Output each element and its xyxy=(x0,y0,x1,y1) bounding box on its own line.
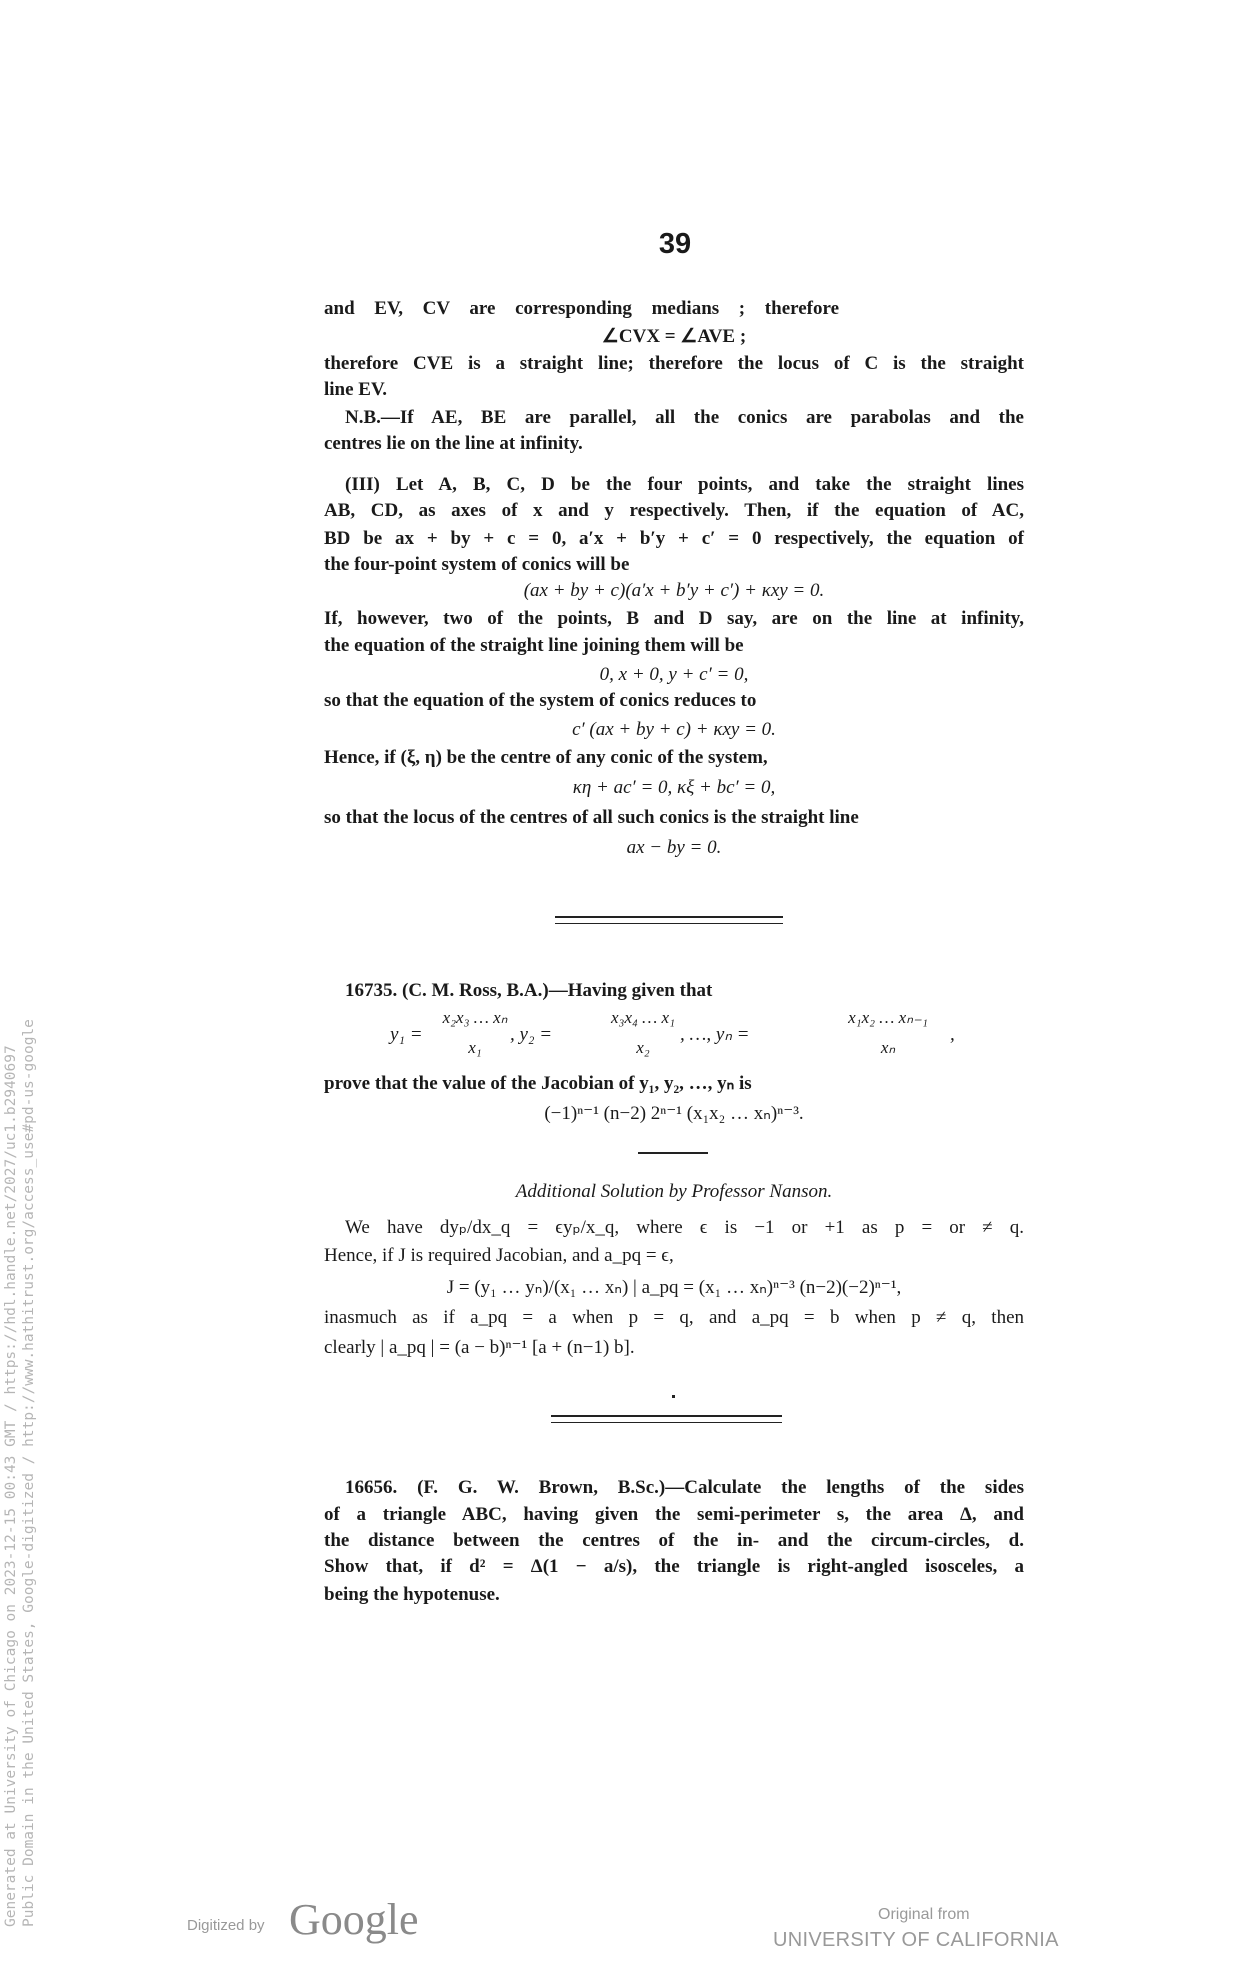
short-rule xyxy=(638,1152,708,1154)
text-line: of a triangle ABC, having given the semi-perimeter s, the area Δ, and xyxy=(324,1504,1024,1525)
text-line: prove that the value of the Jacobian of y₁, y₂, …, yₙ is xyxy=(324,1073,752,1094)
equation: 0, x + 0, y + c′ = 0, xyxy=(599,664,749,685)
denominator: x₁ xyxy=(468,1038,482,1057)
watermark-line: Public Domain in the United States, Google-digitized / http://www.hathitrust.org/access_use#pd-us-google xyxy=(21,1019,37,1927)
text-line: the four-point system of conics will be xyxy=(324,554,630,575)
hathitrust-watermark xyxy=(2,960,38,1927)
equation: κη + ac′ = 0, κξ + bc′ = 0, xyxy=(572,777,776,798)
text-line: BD be ax + by + c = 0, a′x + b′y + c′ = 0 respectively, the equation of xyxy=(324,528,1024,549)
page-number: 39 xyxy=(658,228,692,260)
text-line: inasmuch as if a_pq = a when p = q, and a_pq = b when p ≠ q, then xyxy=(324,1307,1024,1328)
fraction-y2 xyxy=(608,1003,678,1063)
text-line: so that the locus of the centres of all such conics is the straight line xyxy=(324,807,859,828)
section-divider xyxy=(555,916,783,924)
text-line: Show that, if d² = Δ(1 − a/s), the triangle is right-angled isosceles, a xyxy=(324,1556,1024,1577)
denominator: x₂ xyxy=(636,1038,650,1057)
section-divider xyxy=(551,1415,782,1423)
text-line: clearly | a_pq | = (a − b)ⁿ⁻¹ [a + (n−1) b]. xyxy=(324,1337,635,1358)
stray-dot xyxy=(672,1395,675,1398)
text-line: line EV. xyxy=(324,379,388,400)
text-line: AB, CD, as axes of x and y respectively. Then, if the equation of AC, xyxy=(324,500,1024,521)
watermark-line: Generated at University of Chicago on 2023-12-15 00:43 GMT / https://hdl.handle.net/2027/uc1.b2940697 xyxy=(3,1045,19,1927)
numerator: x₁x₂ … xₙ₋₁ xyxy=(848,1008,928,1027)
text-line: Hence, if J is required Jacobian, and a_pq = ϵ, xyxy=(324,1245,674,1266)
text-line: so that the equation of the system of conics reduces to xyxy=(324,690,757,711)
text-line: We have dyₚ/dx_q = ϵyₚ/x_q, where ϵ is −1 or +1 as p = or ≠ q. xyxy=(345,1217,1024,1238)
google-logo: Google xyxy=(289,1895,419,1944)
text-line: (III) Let A, B, C, D be the four points, and take the straight lines xyxy=(345,474,1024,495)
y2-label: , y₂ = xyxy=(510,1024,553,1045)
equation: ∠CVX = ∠AVE ; xyxy=(601,326,747,347)
numerator: x₃x₄ … x₁ xyxy=(611,1008,675,1027)
yn-label: , …, yₙ = xyxy=(680,1024,750,1045)
text-line: centres lie on the line at infinity. xyxy=(324,433,583,454)
text-line: N.B.—If AE, BE are parallel, all the conics are parabolas and the xyxy=(345,407,1024,428)
equation: (−1)ⁿ⁻¹ (n−2) 2ⁿ⁻¹ (x₁x₂ … xₙ)ⁿ⁻³. xyxy=(544,1103,804,1124)
equation: J = (y₁ … yₙ)/(x₁ … xₙ) | a_pq = (x₁ … xₙ)ⁿ⁻³ (n−2)(−2)ⁿ⁻¹, xyxy=(446,1277,902,1298)
institution-name: UNIVERSITY OF CALIFORNIA xyxy=(773,1929,1059,1951)
denominator: xₙ xyxy=(880,1038,896,1057)
problem-heading: 16735. (C. M. Ross, B.A.)—Having given that xyxy=(345,980,713,1001)
text-line: the distance between the centres of the in- and the circum-circles, d. xyxy=(324,1530,1024,1551)
numerator: x₂x₃ … xₙ xyxy=(442,1008,508,1027)
y1-label: y₁ = xyxy=(390,1024,423,1045)
text-line: and EV, CV are corresponding medians ; therefore xyxy=(324,298,839,319)
digitized-by-label: Digitized by xyxy=(187,1917,265,1934)
text-line: therefore CVE is a straight line; therefore the locus of C is the straight xyxy=(324,353,1024,374)
comma: , xyxy=(950,1024,955,1045)
fraction-yn xyxy=(826,1003,950,1063)
text-line: If, however, two of the points, B and D say, are on the line at infinity, xyxy=(324,608,1024,629)
equation: c′ (ax + by + c) + κxy = 0. xyxy=(572,719,776,740)
original-from-label: Original from xyxy=(878,1906,970,1923)
equation: ax − by = 0. xyxy=(626,837,722,858)
text-line: 16656. (F. G. W. Brown, B.Sc.)—Calculate the lengths of the sides xyxy=(345,1477,1024,1498)
text-line: Hence, if (ξ, η) be the centre of any conic of the system, xyxy=(324,747,768,768)
text-line: being the hypotenuse. xyxy=(324,1584,500,1605)
equation: (ax + by + c)(a′x + b′y + c′) + κxy = 0. xyxy=(523,580,825,601)
text-line: the equation of the straight line joining them will be xyxy=(324,635,744,656)
solution-title: Additional Solution by Professor Nanson. xyxy=(515,1181,833,1202)
fraction-y1 xyxy=(440,1003,510,1063)
